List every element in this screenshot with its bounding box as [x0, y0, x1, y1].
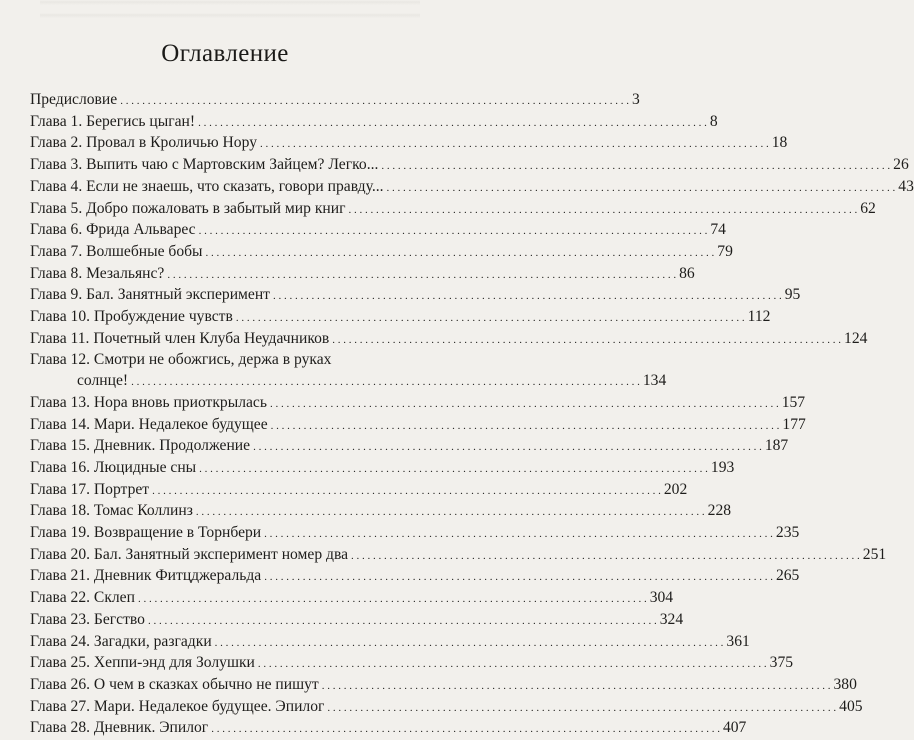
toc-entry-label: Глава 23. Бегство [30, 610, 145, 628]
dot-leader [215, 633, 724, 654]
dot-leader [148, 611, 657, 632]
toc-entry-label: Глава 11. Почетный член Клуба Неудачников [30, 329, 330, 347]
toc-entry [30, 458, 735, 480]
toc-entry-label: Глава 14. Мари. Недалекое будущее [30, 415, 268, 433]
dot-leader [206, 243, 715, 264]
toc-entry-page-number: 407 [722, 719, 747, 737]
dot-leader [198, 113, 707, 134]
page-title: Оглавление [161, 40, 289, 67]
toc-entry-page-number: 157 [781, 393, 806, 411]
toc-entry [30, 545, 887, 567]
toc-entry [30, 697, 863, 719]
toc-entry-page-number: 265 [775, 567, 800, 585]
toc-entry-page-number: 74 [710, 221, 726, 239]
dot-leader [253, 437, 762, 458]
toc-entry-page-number: 375 [769, 654, 794, 672]
dot-leader [349, 200, 858, 221]
toc-entry [30, 566, 800, 588]
toc-entry-label: Глава 13. Нора вновь приоткрылась [30, 393, 267, 411]
dot-leader [381, 156, 890, 177]
dot-leader [273, 286, 782, 307]
toc-entry-label: Глава 12. Смотри не обожгись, держа в руках [30, 351, 332, 369]
dot-leader [322, 676, 831, 697]
toc-entry [30, 220, 726, 242]
toc-entry-label: Глава 19. Возвращение в Торнбери [30, 524, 262, 542]
toc-entry-label: Глава 16. Люцидные сны [30, 458, 197, 476]
toc-entry-label: Глава 5. Добро пожаловать в забытый мир книг [30, 199, 346, 217]
toc-entry-label-continued: солнце! [77, 372, 129, 390]
dot-leader [199, 221, 708, 242]
toc-entry-page-number: 304 [649, 589, 674, 607]
toc-entry [30, 90, 640, 112]
toc-entry-page-number: 228 [707, 502, 732, 520]
toc-entry-page-number: 124 [844, 329, 868, 347]
toc-entry-page-number: 177 [782, 415, 806, 433]
toc-entry-page-number: 3 [631, 91, 640, 108]
toc-entry [30, 177, 914, 199]
toc-entry-label: Глава 1. Берегись цыган! [30, 112, 196, 130]
toc-entry [30, 112, 718, 134]
toc-entry-label: Глава 7. Волшебные бобы [30, 242, 203, 260]
toc-entry-page-number: 8 [709, 112, 718, 130]
toc-entry-label: Предисловие [30, 91, 118, 108]
toc-entry-page-number: 134 [642, 372, 667, 390]
toc-entry-page-number: 361 [726, 632, 750, 650]
toc-entry [30, 501, 732, 523]
toc-entry-label: Глава 27. Мари. Недалекое будущее. Эпилог [30, 697, 325, 715]
toc-entry [30, 675, 857, 697]
toc-entry-page-number: 235 [775, 524, 800, 542]
toc-entry-label: Глава 20. Бал. Занятный эксперимент номер два [30, 545, 349, 563]
toc-entry-page-number: 193 [710, 458, 735, 476]
toc-entry [30, 480, 688, 502]
toc-entry [30, 588, 674, 610]
toc-entry [30, 610, 684, 632]
table-of-contents [30, 90, 914, 740]
dot-leader [152, 481, 661, 502]
toc-entry-label: Глава 6. Фрида Альварес [30, 221, 196, 239]
toc-entry-label: Глава 26. О чем в сказках обычно не пишут [30, 675, 319, 693]
toc-entry [30, 155, 909, 177]
toc-entry [30, 393, 806, 415]
toc-entry-page-number: 79 [717, 242, 733, 260]
toc-entry-label: Глава 25. Хеппи-энд для Золушки [30, 654, 255, 672]
toc-entry-page-number: 43 [898, 177, 914, 195]
toc-entry [30, 329, 868, 351]
toc-entry-page-number: 95 [784, 286, 801, 304]
toc-entry [30, 133, 788, 155]
dot-leader [120, 91, 629, 112]
dot-leader [199, 459, 708, 480]
dot-leader [270, 394, 779, 415]
toc-entry-page-number: 202 [663, 480, 688, 498]
toc-entry-page-number: 112 [747, 308, 771, 326]
toc-entry [30, 436, 789, 458]
toc-entry-label: Глава 2. Провал в Кроличью Нору [30, 134, 257, 152]
dot-leader [211, 719, 720, 740]
dot-leader [351, 546, 860, 567]
toc-entry-page-number: 324 [659, 610, 684, 628]
dot-leader [264, 524, 773, 545]
toc-entry-page-number: 380 [833, 675, 857, 693]
toc-entry [30, 307, 771, 329]
toc-entry-label: Глава 9. Бал. Занятный эксперимент [30, 286, 270, 304]
dot-leader [260, 134, 769, 155]
toc-entry-page-number: 405 [839, 697, 863, 715]
bleed-through-text [40, 0, 420, 26]
toc-entry-page-number: 187 [764, 437, 789, 455]
toc-entry-label: Глава 3. Выпить чаю с Мартовским Зайцем? Легко... [30, 156, 379, 174]
toc-entry [30, 523, 800, 545]
toc-entry [30, 264, 695, 286]
dot-leader [236, 308, 745, 329]
dot-leader [332, 330, 841, 351]
toc-entry-label: Глава 24. Загадки, разгадки [30, 632, 212, 650]
toc-entry-label: Глава 21. Дневник Фитцджеральда [30, 567, 262, 585]
toc-entry [30, 632, 750, 654]
dot-leader [271, 416, 780, 437]
toc-entry-label: Глава 8. Мезальянс? [30, 264, 165, 282]
toc-entry-page-number: 251 [862, 545, 887, 563]
toc-entry [30, 242, 733, 264]
toc-entry-label: Глава 22. Склеп [30, 589, 135, 607]
dot-leader [138, 589, 647, 610]
toc-entry-page-number: 18 [771, 134, 788, 152]
toc-entry [30, 415, 806, 437]
toc-entry [30, 285, 801, 307]
toc-entry-label: Глава 17. Портрет [30, 480, 150, 498]
dot-leader [131, 372, 640, 393]
toc-entry-label: Глава 28. Дневник. Эпилог [30, 719, 209, 737]
dot-leader [264, 567, 773, 588]
toc-entry [30, 718, 747, 740]
dot-leader [167, 265, 676, 286]
dot-leader [327, 698, 836, 719]
toc-entry-label: Глава 4. Если не знаешь, что сказать, говори правду... [30, 177, 384, 195]
toc-entry-page-number: 62 [860, 199, 876, 217]
toc-entry [30, 653, 794, 675]
toc-entry [30, 199, 876, 221]
toc-entry-label: Глава 18. Томас Коллинз [30, 502, 193, 520]
toc-entry-label: Глава 10. Пробуждение чувств [30, 308, 233, 326]
dot-leader [196, 502, 705, 523]
toc-entry-page-number: 26 [893, 156, 909, 174]
toc-entry-label: Глава 15. Дневник. Продолжение [30, 437, 251, 455]
toc-entry-page-number: 86 [679, 264, 695, 282]
toc-entry [30, 350, 667, 392]
dot-leader [258, 654, 767, 675]
dot-leader [387, 178, 896, 199]
